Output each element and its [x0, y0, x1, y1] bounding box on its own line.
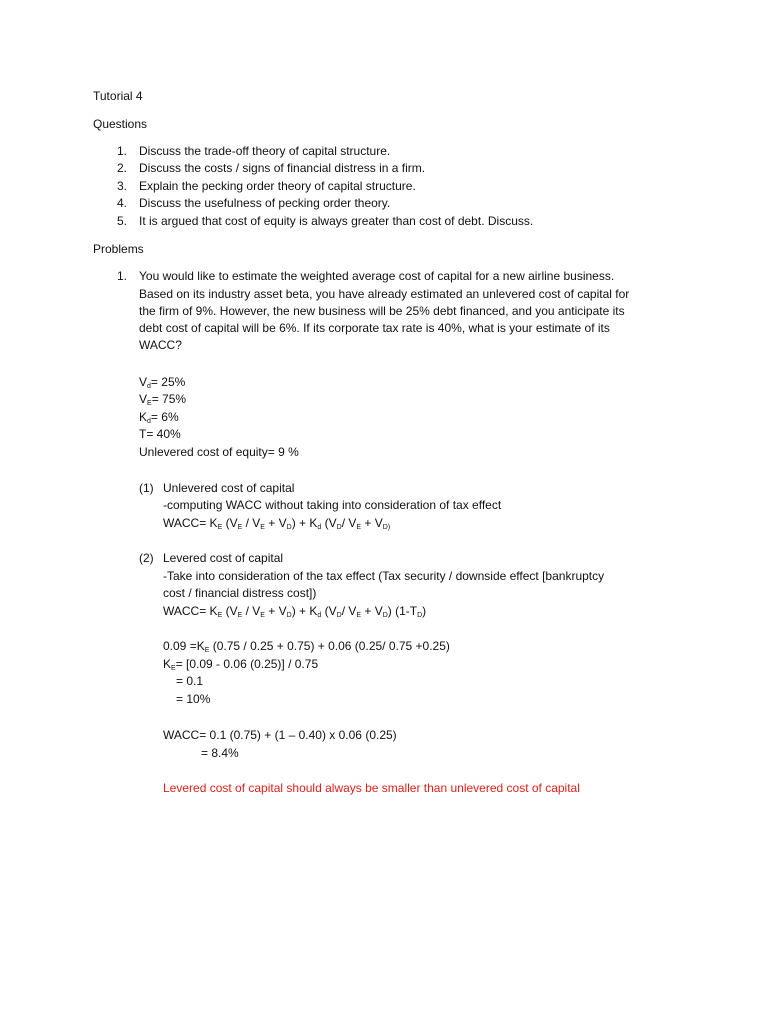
- given-tax-rate: T= 40%: [139, 427, 181, 441]
- question-number: 1.: [117, 144, 128, 158]
- calc-line: WACC= 0.1 (0.75) + (1 – 0.40) x 0.06 (0.25): [163, 728, 397, 742]
- given-unlevered: Unlevered cost of equity= 9 %: [139, 445, 299, 459]
- problems-heading: Problems: [93, 242, 144, 256]
- calc-line: = 10%: [176, 692, 211, 706]
- calc-line: = 0.1: [176, 674, 204, 688]
- problem-line: Based on its industry asset beta, you have already estimated an unlevered cost of capital for: [139, 287, 630, 301]
- calc-line: $K_E= [0.09 - 0.06$ (0.25)] / 0.75: [163, 657, 319, 672]
- given-ve: $V_E= 75\%$: [139, 392, 187, 407]
- part-title: Levered cost of capital: [163, 551, 284, 565]
- wacc-formula-unlevered: WACC= $K_E$ $(V_E / V_E + V_D) + K_d$ ($V_D/$ $V_E + V_{D)}$: [163, 516, 391, 531]
- conclusion-highlight: Levered cost of capital should always be smaller than unlevered cost of capital: [163, 781, 580, 795]
- problem-line: You would like to estimate the weighted average cost of capital for a new airline business.: [139, 269, 615, 283]
- problem-number: 1.: [117, 269, 128, 283]
- part-title: Unlevered cost of capital: [163, 481, 295, 495]
- part-number: (2): [139, 551, 154, 565]
- part-note: cost / financial distress cost]): [163, 586, 317, 600]
- problem-line: WACC?: [139, 338, 182, 352]
- part-note: -computing WACC without taking into consideration of tax effect: [163, 498, 502, 512]
- question-text: Discuss the costs / signs of financial distress in a firm.: [139, 161, 426, 175]
- question-number: 2.: [117, 161, 128, 175]
- part-number: (1): [139, 481, 154, 495]
- problem-line: the firm of 9%. However, the new business will be 25% debt financed, and you anticipate its: [139, 304, 625, 318]
- calc-result: = 8.4%: [201, 746, 239, 760]
- question-text: It is argued that cost of equity is always greater than cost of debt. Discuss.: [139, 214, 534, 228]
- document-title: Tutorial 4: [93, 89, 143, 103]
- given-vd: $V_d= 25\%$: [139, 375, 186, 390]
- question-number: 5.: [117, 214, 128, 228]
- problem-line: debt cost of capital will be 6%. If its corporate tax rate is 40%, what is your estimate of its: [139, 321, 610, 335]
- question-number: 4.: [117, 196, 128, 210]
- question-text: Discuss the usefulness of pecking order theory.: [139, 196, 391, 210]
- calc-line: $0.09 =K_E$ (0.75 / 0.25 + 0.75) + 0.06 (0.25/ 0.75 +0.25): [163, 639, 450, 654]
- question-text: Discuss the trade-off theory of capital structure.: [139, 144, 391, 158]
- questions-heading: Questions: [93, 117, 148, 131]
- question-text: Explain the pecking order theory of capital structure.: [139, 179, 416, 193]
- part-note: -Take into consideration of the tax effect (Tax security / downside effect [bankruptcy: [163, 569, 605, 583]
- wacc-formula-levered: WACC= $K_E$ $(V_E / V_E + V_D) + K_d$ ($V_D/$ $V_E + V_D$) $(1-T_D)$: [163, 604, 427, 619]
- question-number: 3.: [117, 179, 128, 193]
- given-kd: $K_d= 6\%$: [139, 410, 179, 425]
